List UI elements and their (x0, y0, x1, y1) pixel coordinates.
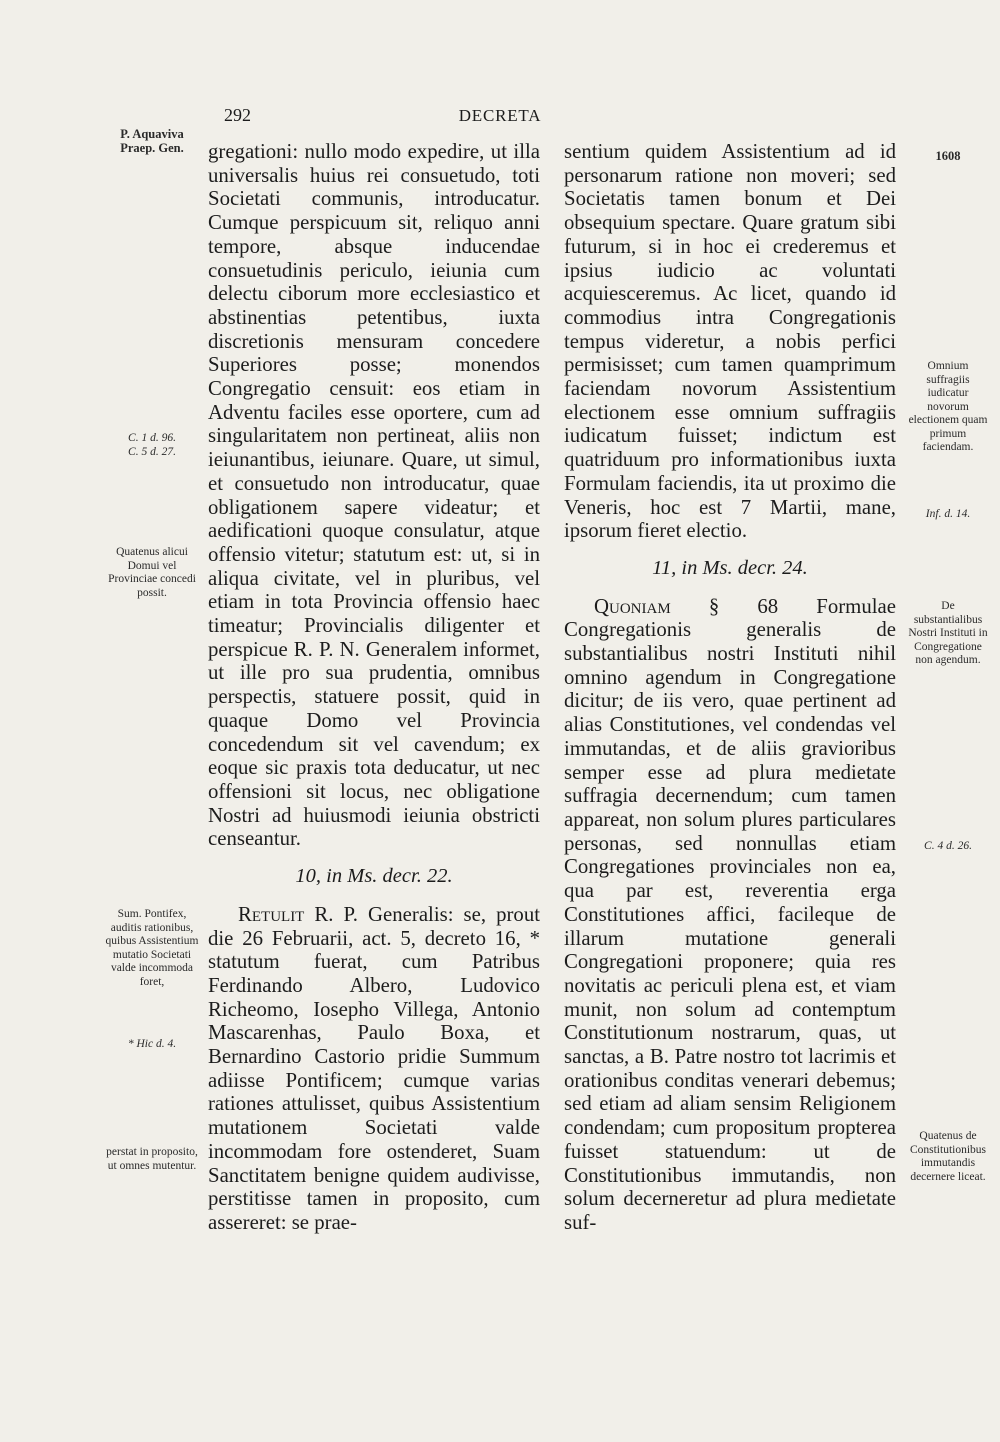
margin-right-ref-2: C. 4 d. 26. (924, 840, 972, 852)
left-paragraph-1: gregationi: nullo modo expedire, ut illa universalis huius rei consuetudo, toti Societati communis, introducatur. Cumque perspicuum sit, reliquo anni tempore, absque inducendae consuetudinis periculo, ieiunia cum delectu ciborum more ecclesiastico et abstinentias petentibus, iuxta discretionis mensuram concedere Superiores posse; monendos Congregatio censuit: eos etiam in Adventu faciles esse oportere, cum ad singularitatem non pertineat, aliis non ieiunantibus, ieiunare. Quare, ut simul, et consuetudo non introducatur, quae obligationem sapere videatur; et aedificationi quoque consulatur, atque offensio vitetur; statutum est: ut, si in aliqua civitate, vel in pluribus, vel etiam in tota Provincia offensio haec timeatur; Provincialis diligenter et perspicue R. P. N. Generalem informet, ut ille pro sua prudentia, omnibus perspectis, statuere possit, quid in quaque Domo vel Provincia concedendum sit vel cavendum; ex eoque sic praxis tota deducatur, ut nec offensioni sit locus, nec obligatione Nostri ad huiusmodi ieiunia obstricti censeantur. (208, 140, 540, 851)
margin-ref-1: C. 1 d. 96. (128, 432, 176, 444)
right-column (564, 140, 896, 1235)
margin-author: P. Aquaviva Praep. Gen. (120, 127, 184, 155)
decree-heading-11: 11, in Ms. decr. 24. (652, 556, 808, 579)
margin-ref-2: C. 5 d. 27. (128, 446, 176, 458)
right-paragraph-2 (564, 595, 896, 1235)
margin-right-note-2: De substantialibus Nostri Instituti in Congregatione non agendum. (908, 600, 988, 666)
lead-word: Quoniam (594, 594, 671, 618)
left-paragraph-2 (208, 903, 540, 1235)
margin-note-3: perstat in proposito, ut omnes mutentur. (106, 1146, 198, 1172)
decree-heading-10: 10, in Ms. decr. 22. (295, 865, 453, 888)
running-head: DECRETA (458, 106, 542, 125)
margin-note-2: Sum. Pontifex, auditis rationibus, quibus Assistentium mutatio Societati valde incommoda foret, (105, 908, 199, 988)
margin-right-note-3: Quatenus de Constitutionibus immutandis decernere liceat. (909, 1130, 987, 1183)
lead-word: Retulit (238, 902, 305, 926)
margin-note-1: Quatenus alicui Domui vel Provinciae concedi possit. (108, 546, 196, 599)
left-column (208, 140, 540, 1235)
paragraph-body: § 68 Formulae Congregationis generalis de substantialibus nostri Instituti nihil omnino agendum in Congregatione dicitur; de iis vero, quae pertinent ad alias Constitutiones, vel condendas vel immutandas, et de aliis gravioribus semper esse ad plura medietate suffragia decernendum; cum tamen appareat, non solum plures particulares personas, sed nonnullas etiam Congregationes provinciales non ea, qua par est, reverentia erga Constitutiones affici, facileque de illarum mutatione generali Congregationi proponere; quia res novitatis ac periculi plena est, et viam munit, non solum ad contemptum Constitutionum nostrarum, quas, ut sanctas, a B. Patre nostro tot lacrimis et orationibus conditas venerari debemus; sed etiam ad aliam sensim Religionem condendam; cum propositum propterea fuisset statuendum: ut de Constitutionibus immutandis, non solum decerneretur ad plura medietate suf- (564, 594, 896, 1234)
margin-right-note-1: Omnium suffragiis iudicatur novorum electionem quam primum faciendam. (908, 360, 988, 453)
margin-ref-3: * Hic d. 4. (127, 1038, 177, 1050)
margin-year: 1608 (935, 149, 961, 163)
paragraph-body: R. P. Generalis: se, prout die 26 Februarii, act. 5, decreto 16, * statutum fuerat, cum Patribus Ferdinando Albero, Ludovico Richeomo, Iosepho Villega, Antonio Mascarenhas, Paulo Boxa, et Bernardino Castorio pridie Summum adiisse Pontificem; cumque varias rationes attulisset, quibus Assistentium mutationem Societati valde incommodam fore ostenderet, Suam Sanctitatem benigne quidem audivisse, perstitisse tamen in proposito, cum assereret: se prae- (208, 902, 540, 1234)
right-paragraph-1: sentium quidem Assistentium ad id personarum ratione non moveri; sed Societatis tamen bonum et Dei obsequium spectare. Quare gratum sibi futurum, si in hoc ei crederemus et ipsius iudicio ac voluntati acquiesceremus. Ac licet, quando id commodius intra Congregationis tempus videretur, a nobis perfici permisisset; cum tamen quamprimum faciendam novorum Assistentium electionem esse omnium suffragiis iudicatum fuisset; indictum est quatriduum pro informationibus iuxta Formulam faciendis, ita ut proximo die Veneris, hoc est 7 Martii, mane, ipsorum fieret electio. (564, 140, 896, 543)
margin-right-ref-1: Inf. d. 14. (925, 508, 971, 520)
page-number: 292 (224, 105, 251, 125)
